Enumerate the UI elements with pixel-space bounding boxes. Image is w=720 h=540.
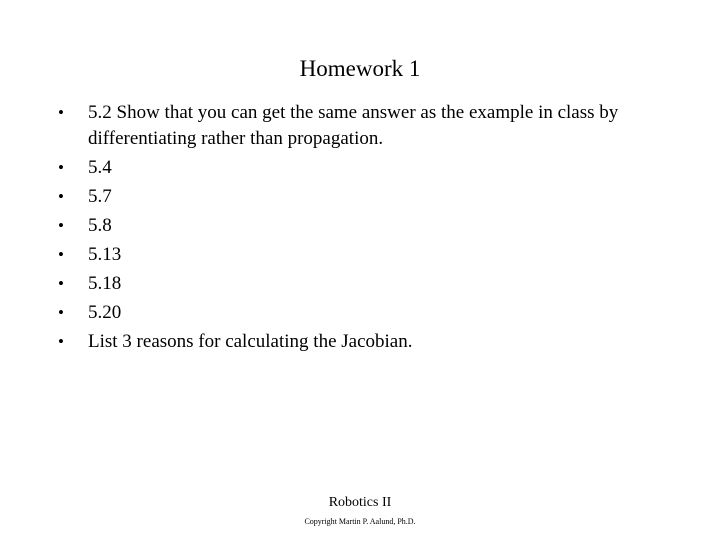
footer-course-name: Robotics II: [328, 495, 392, 510]
list-item: [58, 271, 658, 297]
bullet-icon: •: [58, 332, 64, 351]
bullet-icon: •: [58, 158, 64, 177]
list-item: [58, 184, 658, 210]
list-item-text: 5.18: [88, 273, 122, 294]
list-item: [58, 329, 658, 355]
footer-copyright: Copyright Martin P. Aalund, Ph.D.: [304, 517, 416, 526]
list-item: [58, 300, 658, 326]
list-item-text: 5.8: [88, 215, 112, 236]
bullet-icon: •: [58, 274, 64, 293]
list-item: [58, 155, 658, 181]
list-item-text: List 3 reasons for calculating the Jacobian.: [88, 331, 413, 352]
list-item-text: 5.4: [88, 157, 112, 178]
slide-title: Homework 1: [299, 56, 421, 81]
list-item-text: 5.7: [88, 186, 112, 207]
list-item: [58, 100, 658, 152]
bullet-list: [58, 100, 658, 358]
list-item: [58, 213, 658, 239]
bullet-icon: •: [58, 245, 64, 264]
list-item-text: 5.2 Show that you can get the same answer as the example in class by differentiating rather than propagation.: [88, 102, 619, 149]
list-item-text: 5.20: [88, 302, 122, 323]
list-item-text: 5.13: [88, 244, 122, 265]
bullet-icon: •: [58, 303, 64, 322]
list-item: [58, 242, 658, 268]
bullet-icon: •: [58, 216, 64, 235]
bullet-icon: •: [58, 103, 64, 122]
bullet-icon: •: [58, 187, 64, 206]
